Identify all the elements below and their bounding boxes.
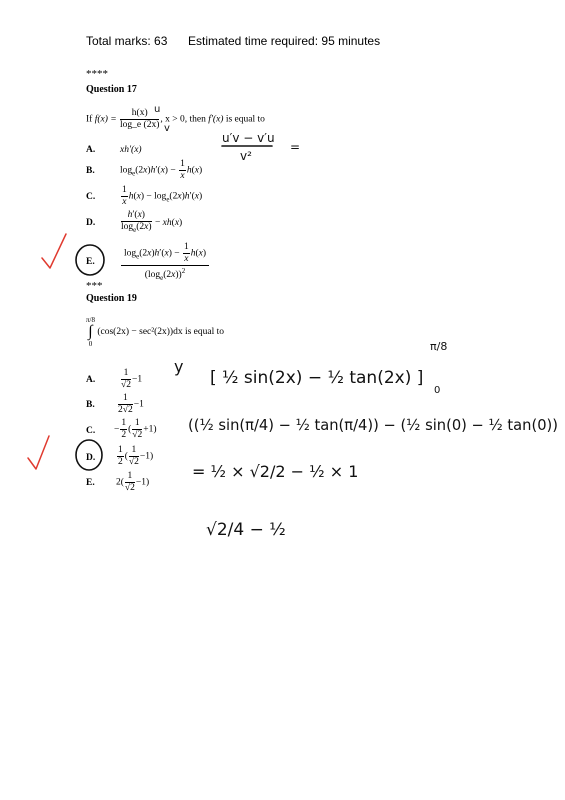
- q17-option-b: $\log_e(2x)h'(x)$ − $\frac{1}{x}$ h(x): [120, 159, 203, 181]
- q17-answer-circle: [76, 245, 104, 275]
- hw-q17-v: v: [164, 123, 170, 134]
- q19-stem: π/8 ∫ 0 (cos(2x) − sec²(2x))dx is equal to: [86, 316, 225, 348]
- hw-q19-lower-limit: 0: [434, 385, 441, 396]
- q17-option-b-label: B.: [86, 166, 95, 176]
- q19-option-b-label: B.: [86, 400, 95, 410]
- q19-option-c: − $\frac{1}{2}$ ( $\frac{1}{√2}$ +1): [114, 418, 157, 440]
- q19-option-e: 2( $\frac{1}{√2}$ −1): [116, 471, 150, 493]
- q17-tick-mark: [42, 234, 66, 268]
- q17-option-e-label: E.: [86, 257, 95, 267]
- hw-q17-quotient-num: u′v − v′u: [222, 131, 275, 145]
- estimated-time: Estimated time required: 95 minutes: [188, 34, 381, 48]
- q17-option-d-label: D.: [86, 218, 96, 228]
- q19-option-b: $\frac{1}{2√2}$ −1: [118, 393, 144, 415]
- q19-option-d-label: D.: [86, 453, 96, 463]
- hw-q17-u: u: [154, 104, 161, 115]
- q17-title: Question 17: [86, 84, 137, 95]
- q19-option-a-label: A.: [86, 375, 96, 385]
- q19-option-d: $\frac{1}{2}$ ( $\frac{1}{√2}$ −1): [118, 445, 154, 467]
- q17-option-e: $\log_e(2x)h'(x)$ − $\frac{1}{x}$ h(x) $(\log_e(2x))^2$: [120, 242, 210, 284]
- q19-option-c-label: C.: [86, 426, 96, 436]
- q19-tick-mark: [28, 436, 49, 469]
- q19-answer-circle: [76, 440, 102, 470]
- hw-q19-line1: [ ½ sin(2x) − ½ tan(2x) ]: [210, 368, 424, 388]
- q17-difficulty-stars: ****: [86, 68, 108, 80]
- q17-option-a: xh′(x): [120, 145, 142, 155]
- q17-option-c: $\frac{1}{x}$ $h(x) - \log_e(2x)h'(x)$: [122, 185, 203, 207]
- q17-option-c-label: C.: [86, 192, 96, 202]
- q19-title: Question 19: [86, 293, 137, 304]
- q17-stem: If f(x) = $\frac{h(x)}{\log\_e (2x)}$ , x > 0, then f′(x) is equal to: [86, 108, 265, 130]
- q17-option-a-label: A.: [86, 145, 96, 155]
- hw-q19-line2: ((½ sin(π/4) − ½ tan(π/4)) − (½ sin(0) − ½ tan(0)): [188, 416, 558, 434]
- hw-q19-upper-limit: π/8: [430, 340, 448, 353]
- q19-option-a: $\frac{1}{√2}$ −1: [121, 368, 143, 390]
- hw-q17-equals: =: [290, 140, 301, 154]
- total-marks: Total marks: 63: [86, 34, 168, 48]
- hw-q19-line3: = ½ × √2/2 − ½ × 1: [192, 462, 359, 481]
- hw-q17-quotient-den: v²: [240, 149, 252, 163]
- q17-option-d: $\frac{h'(x)}{\log_e(2x)}$ − xh(x): [121, 210, 183, 234]
- hw-q19-line4: √2/4 − ½: [206, 520, 286, 540]
- q19-option-e-label: E.: [86, 478, 95, 488]
- hw-q19-y: y: [174, 357, 184, 376]
- q19-difficulty-stars: ***: [86, 280, 103, 292]
